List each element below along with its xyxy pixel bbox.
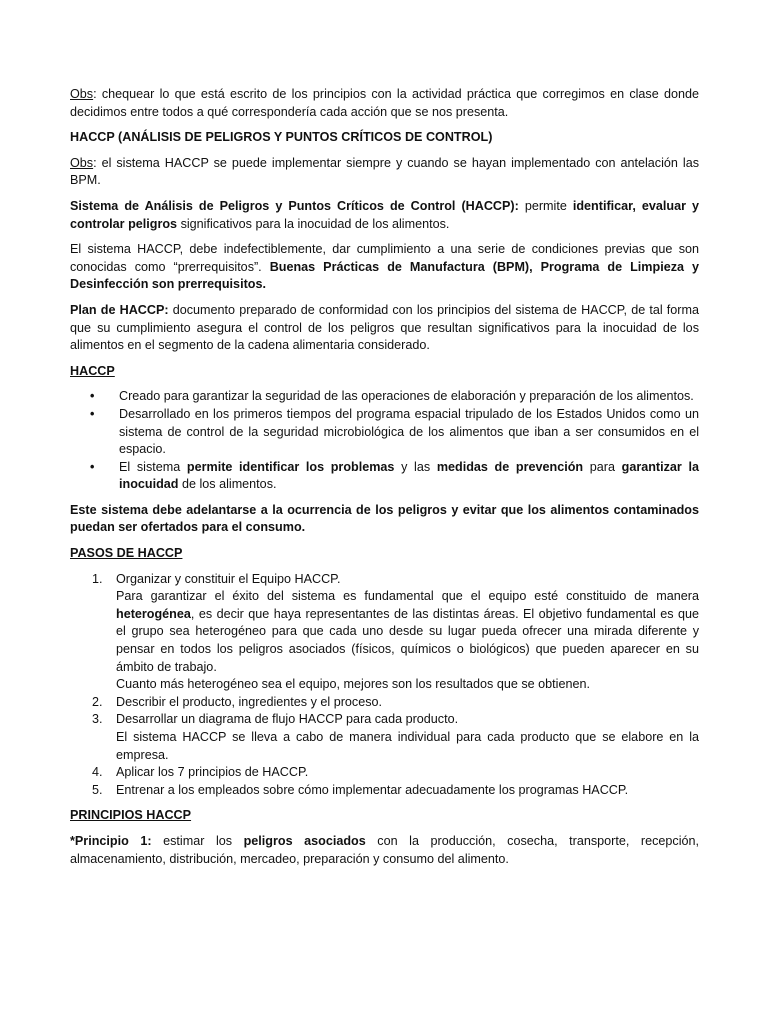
principio-1-paragraph xyxy=(70,833,699,868)
bold-text: medidas de prevención xyxy=(436,459,584,474)
bold-text: garantizar la inocuidad xyxy=(119,459,699,492)
step-detail: El sistema HACCP se lleva a cabo de manera individual para cada producto que se elabore en la empresa. xyxy=(116,730,699,762)
plain-text: significativos para la inocuidad de los alimentos. xyxy=(177,216,450,231)
bullet-text: Desarrollado en los primeros tiempos del programa espacial tripulado de los Estados Unidos como un sistema de control de la seguridad microbiológica de los alimentos que iban a ser consumidos en el espacio. xyxy=(119,406,699,457)
step-number: 4. xyxy=(92,765,103,780)
este-sistema-paragraph: Este sistema debe adelantarse a la ocurrencia de los peligros y evitar que los alimentos contaminados puedan ser ofertados para el consumo. xyxy=(70,502,699,535)
bold-text: identificar, evaluar y controlar peligros xyxy=(70,198,699,231)
haccp-heading: HACCP xyxy=(70,363,115,378)
sistema-definition xyxy=(70,198,699,233)
step-number: 3. xyxy=(92,712,103,727)
bullet-text: Creado para garantizar la seguridad de las operaciones de elaboración y preparación de los alimentos. xyxy=(119,389,694,404)
list-item xyxy=(70,459,699,494)
step-detail: Cuanto más heterogéneo sea el equipo, mejores son los resultados que se obtienen. xyxy=(116,677,590,692)
plain-text: de los alimentos. xyxy=(178,477,277,492)
plain-text: Para garantizar el éxito del sistema es fundamental que el equipo esté constituido de manera xyxy=(116,589,699,604)
list-item xyxy=(70,694,699,712)
plain-text: El sistema xyxy=(119,459,187,474)
bullet-icon: • xyxy=(90,459,95,474)
step-title: Aplicar los 7 principios de HACCP. xyxy=(116,765,309,780)
plain-text: El sistema HACCP, debe indefectiblemente, dar cumplimiento a una serie de condiciones previas que son conocidas como “prerrequisitos”. xyxy=(70,242,699,274)
principios-heading: PRINCIPIOS HACCP xyxy=(70,808,192,823)
step-title: Describir el producto, ingredientes y el proceso. xyxy=(116,694,382,709)
plan-haccp-paragraph xyxy=(70,302,699,355)
bullet-icon: • xyxy=(90,389,95,404)
bold-text: *Principio 1: xyxy=(70,833,152,848)
obs-label: Obs xyxy=(70,87,94,101)
step-title: Entrenar a los empleados sobre cómo implementar adecuadamente los programas HACCP. xyxy=(116,782,629,797)
haccp-title: HACCP (ANÁLISIS DE PELIGROS Y PUNTOS CRÍTICOS DE CONTROL) xyxy=(70,130,493,145)
obs-label: Obs xyxy=(70,155,94,170)
bullet-icon: • xyxy=(90,406,95,421)
bold-text: peligros asociados xyxy=(243,833,366,848)
bold-text: Buenas Prácticas de Manufactura (BPM), Programa de Limpieza y Desinfección son prerrequisitos. xyxy=(70,259,699,292)
bold-text: Sistema de Análisis de Peligros y Puntos Críticos de Control (HACCP): xyxy=(70,198,519,213)
obs-note-2 xyxy=(70,155,699,190)
list-item xyxy=(70,764,699,782)
plain-text: estimar los xyxy=(151,833,244,848)
list-item xyxy=(70,406,699,459)
plain-text: , es decir que haya representantes de las distintas áreas. El objetivo fundamental es que el grupo sea heterogéneo para que cada uno desde su lugar pueda ofrecer una mirada diferente y pensar en todos los peligros asociados (físicos, químicos o biológicos) que pueden aparecer en su ámbito de trabajo. xyxy=(116,606,699,674)
step-number: 1. xyxy=(92,571,103,586)
step-number: 2. xyxy=(92,694,103,709)
plain-text: para xyxy=(583,459,622,474)
step-number: 5. xyxy=(92,782,103,797)
obs-text: : el sistema HACCP se puede implementar siempre y cuando se hayan implementado con antelación las BPM. xyxy=(70,155,699,188)
pasos-heading: PASOS DE HACCP xyxy=(70,546,183,561)
obs-text: : chequear lo que está escrito de los principios con la actividad práctica que corregimos en clase donde decidimos entre todos a qué correspondería cada acción que se nos presenta. xyxy=(70,87,699,119)
plain-text: documento preparado de conformidad con los principios del sistema de HACCP, de tal forma que su cumplimiento asegura el control de los peligros que resultan significativos para la inocuidad de los alimentos en el segmento de la cadena alimentaria considerado. xyxy=(70,302,699,353)
bold-text: Plan de HACCP: xyxy=(70,302,169,317)
obs-note-1 xyxy=(70,86,699,121)
plain-text: y las xyxy=(394,459,437,474)
list-item xyxy=(70,711,699,764)
list-item xyxy=(70,782,699,800)
step-title: Organizar y constituir el Equipo HACCP. xyxy=(116,571,341,586)
list-item xyxy=(70,571,699,694)
prerrequisitos-paragraph xyxy=(70,241,699,294)
haccp-bullet-list xyxy=(70,388,699,494)
pasos-list xyxy=(70,571,699,800)
plain-text: con la producción, cosecha, transporte, recepción, almacenamiento, distribución, mercadeo, preparación y consumo del alimento. xyxy=(70,833,700,866)
plain-text: permite xyxy=(518,198,573,213)
step-detail xyxy=(116,588,699,676)
bold-text: heterogénea xyxy=(116,606,191,621)
step-title: Desarrollar un diagrama de flujo HACCP para cada producto. xyxy=(116,712,459,727)
bold-text: permite identificar los problemas xyxy=(186,459,395,474)
list-item xyxy=(70,388,699,406)
